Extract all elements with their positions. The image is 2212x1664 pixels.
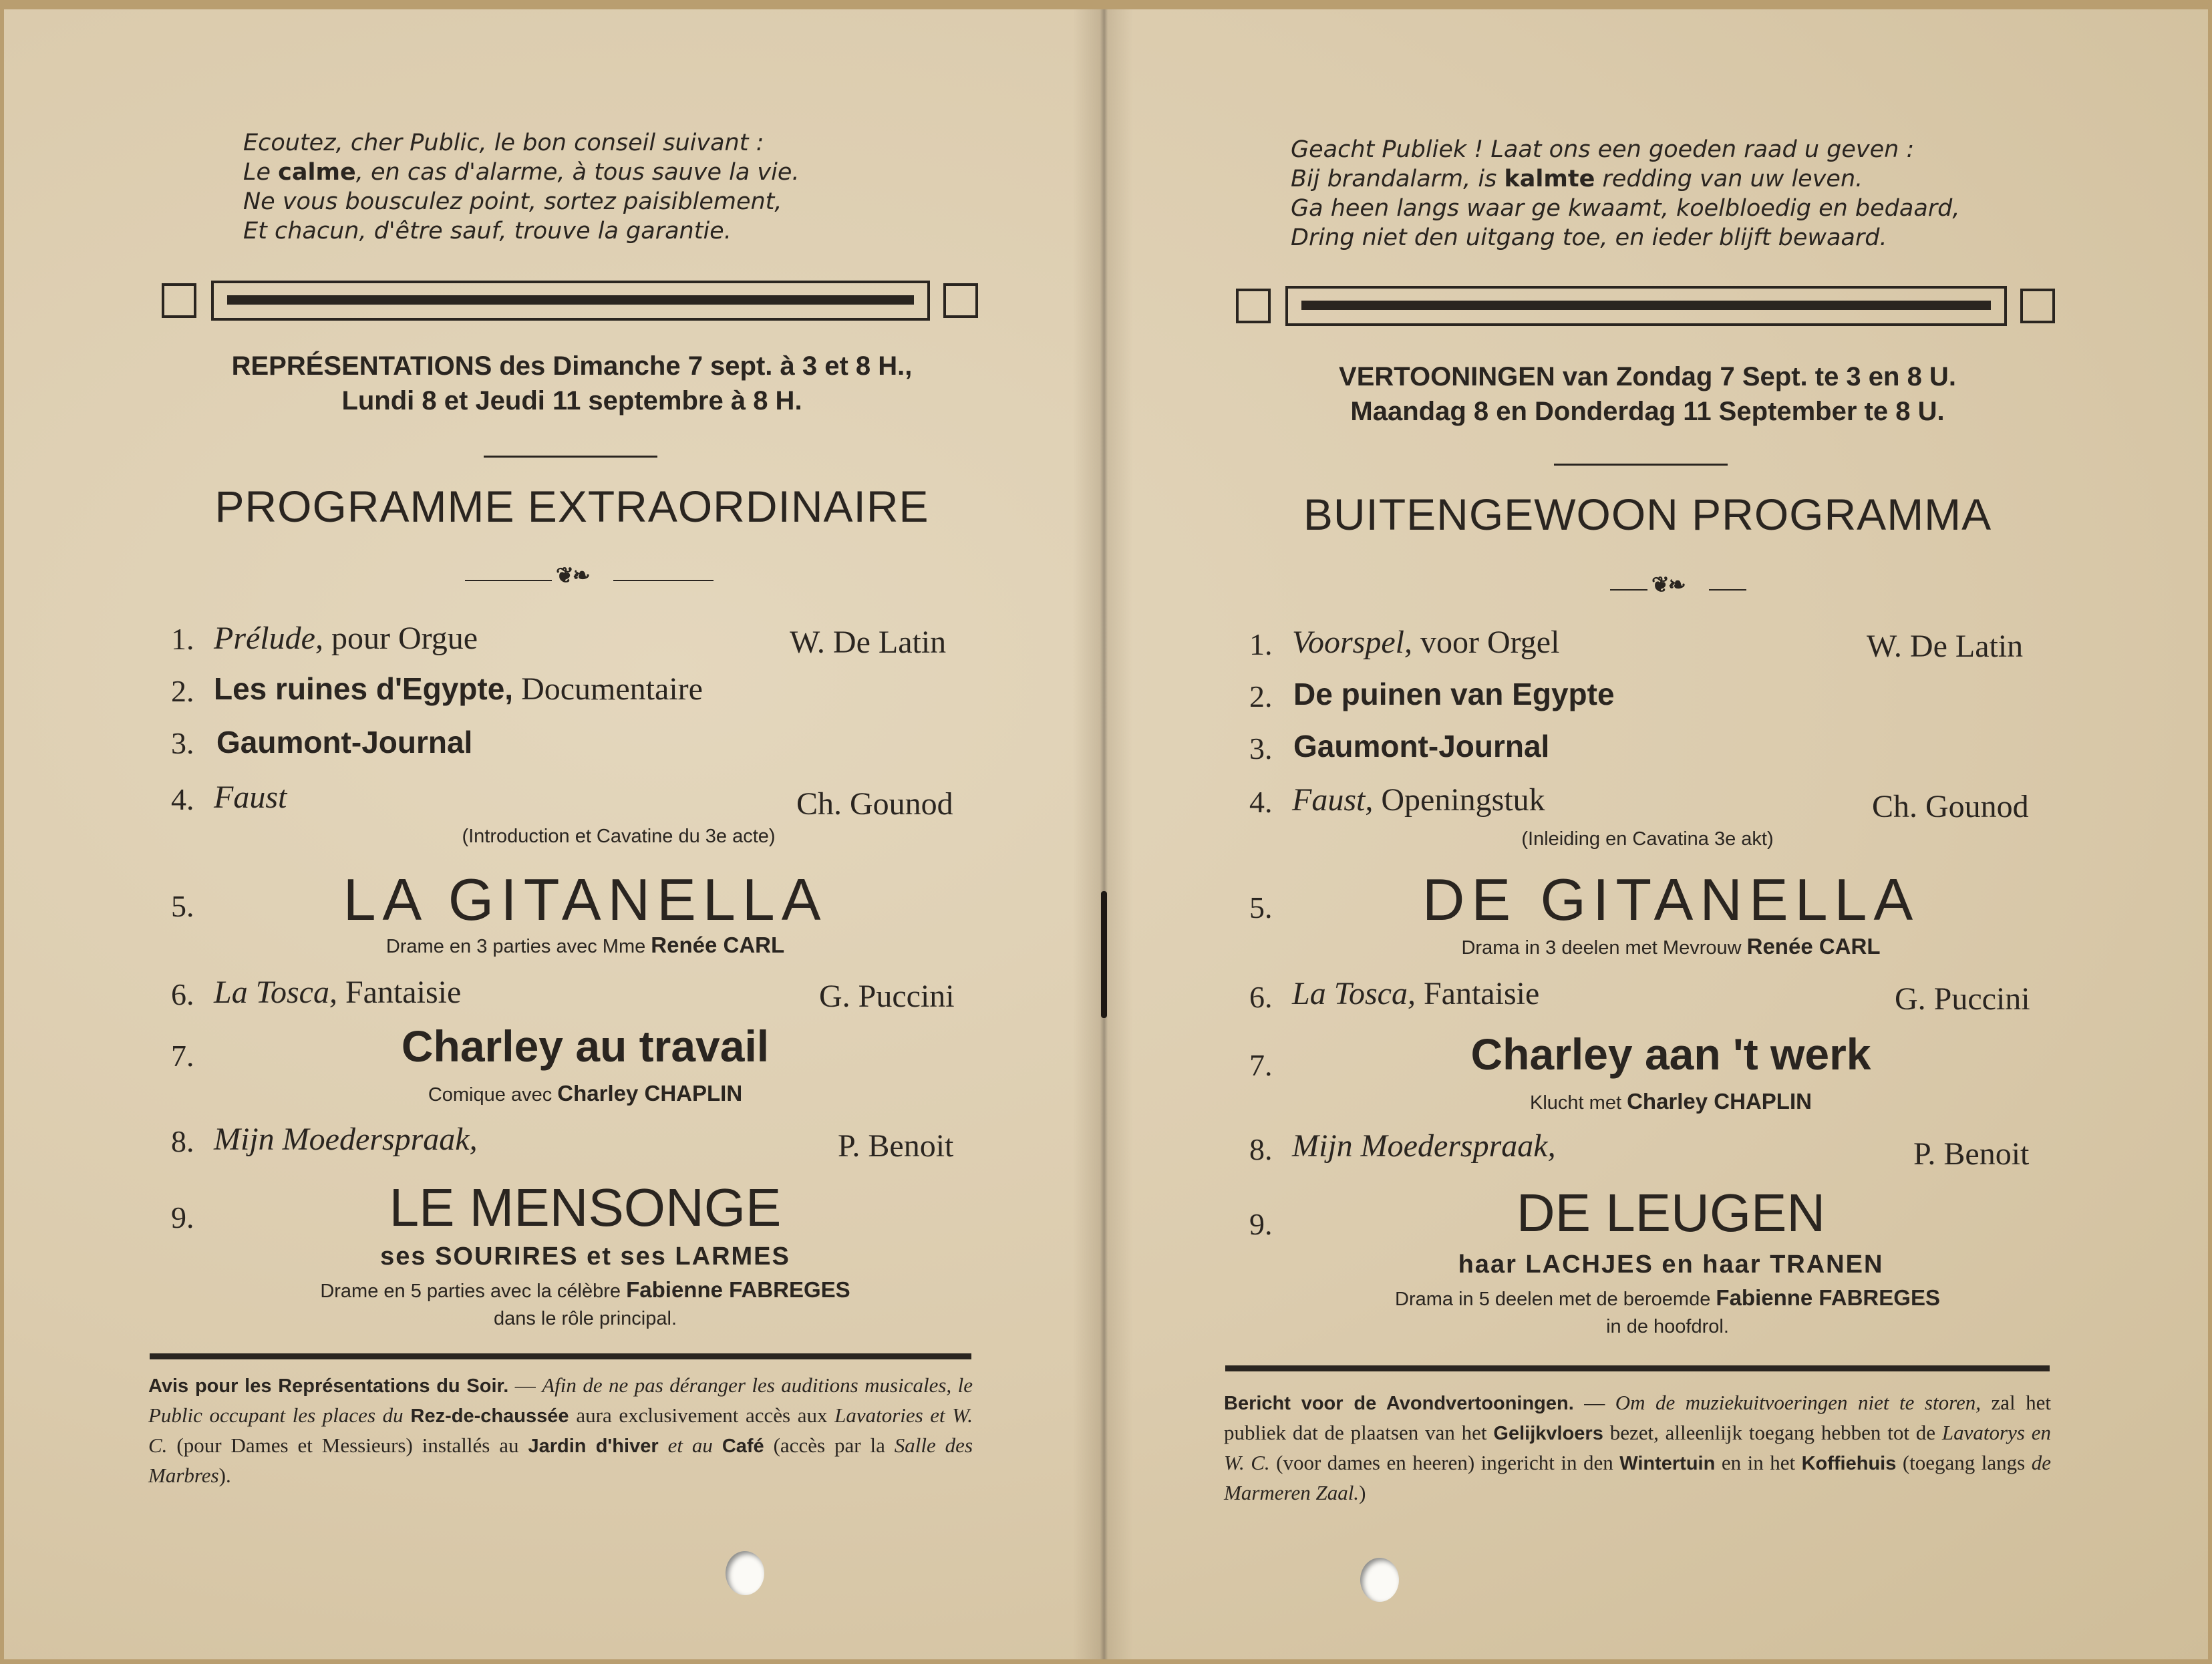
ornament-box-left <box>162 283 196 318</box>
ornament-box-right <box>943 283 978 318</box>
item-faust: Faust <box>214 780 287 815</box>
page-left-french <box>4 9 1100 1659</box>
poem-line-4: Dring niet den uitgang toe, en ieder blijft bewaard. <box>1291 224 1887 251</box>
item-la-tosca: La Tosca, Fantaisie <box>1292 976 1540 1011</box>
item-de-gitanella: DE GITANELLA <box>1422 866 1920 933</box>
composer-gounod: Ch. Gounod <box>1872 789 2029 824</box>
item-number: 1. <box>1249 627 1273 661</box>
program-booklet-spread <box>4 9 2208 1659</box>
ornament-line-right <box>1709 589 1746 591</box>
item-number: 7. <box>1249 1048 1273 1082</box>
poem-line-3: Ga heen langs waar ge kwaamt, koelbloedig en bedaard, <box>1291 195 1960 222</box>
ornament-bar <box>211 281 930 321</box>
notice-rule <box>150 1353 971 1359</box>
evening-notice: Bericht voor de Avondvertooningen. — Om de muziekuitvoeringen niet te storen, zal het publiek dat de plaatsen van het Gelijkvloers bezet, alleenlijk toegang hebben tot de Lavatorys en W. C. (voor dames en heeren) ingericht in den Wintertuin en in het Koffiehuis (toegang langs de Marmeren Zaal.) <box>1224 1391 2052 1504</box>
item-number: 8. <box>1249 1132 1273 1166</box>
page-right-dutch <box>1100 9 2208 1659</box>
dates-line-1: VERTOONINGEN van Zondag 7 Sept. te 3 en 8 U. <box>1339 362 1956 391</box>
mensonge-tagline: ses SOURIRES et ses LARMES <box>380 1242 790 1271</box>
mensonge-subtitle-2: dans le rôle principal. <box>493 1308 677 1329</box>
item-number: 9. <box>1249 1207 1273 1241</box>
program-title: PROGRAMME EXTRAORDINAIRE <box>214 482 929 531</box>
item-number: 5. <box>1249 890 1273 925</box>
performance-dates <box>131 349 1013 418</box>
safety-poem <box>243 128 800 246</box>
leugen-tagline: haar LACHJES en haar TRANEN <box>1458 1251 1884 1279</box>
item-number: 8. <box>171 1124 194 1158</box>
ornament-bar <box>1285 286 2007 326</box>
item-number: 7. <box>171 1039 194 1073</box>
dates-line-1: REPRÉSENTATIONS des Dimanche 7 sept. à 3 et 8 H., <box>231 351 913 381</box>
dates-line-2: Maandag 8 en Donderdag 11 September te 8 U. <box>1350 397 1945 426</box>
composer-benoit: P. Benoit <box>838 1128 954 1164</box>
item-moederspraak: Mijn Moederspraak, <box>214 1122 478 1157</box>
composer-de-latin: W. De Latin <box>1867 629 2024 664</box>
composer-gounod: Ch. Gounod <box>796 786 953 822</box>
ornament-line-left <box>465 580 552 581</box>
item-number: 6. <box>1249 980 1273 1014</box>
poem-line-1: Geacht Publiek ! Laat ons een goeden raad u geven : <box>1291 136 1915 163</box>
item-number: 2. <box>171 674 194 708</box>
composer-benoit: P. Benoit <box>1913 1136 2030 1172</box>
item-puinen-egypte: De puinen van Egypte <box>1293 677 1615 711</box>
item-moederspraak: Mijn Moederspraak, <box>1292 1128 1556 1164</box>
composer-puccini: G. Puccini <box>819 979 955 1014</box>
performance-dates <box>1207 359 2088 429</box>
item-number: 2. <box>1249 679 1273 713</box>
item-number: 1. <box>171 622 194 656</box>
gitanella-subtitle: Drama in 3 deelen met Mevrouw Renée CARL <box>1461 934 1881 959</box>
item-gaumont-journal: Gaumont-Journal <box>216 725 473 760</box>
poem-line-1: Ecoutez, cher Public, le bon conseil suivant : <box>243 130 764 156</box>
item-la-tosca: La Tosca, Fantaisie <box>214 975 462 1010</box>
item-gaumont-journal: Gaumont-Journal <box>1293 729 1550 764</box>
item-ruines-egypte: Les ruines d'Egypte, Documentaire <box>214 671 703 707</box>
ornament-box-left <box>1236 289 1271 323</box>
leugen-subtitle: Drama in 5 deelen met de beroemde Fabienne FABREGES <box>1395 1285 1940 1310</box>
ornament-line-left <box>1610 589 1647 591</box>
composer-de-latin: W. De Latin <box>790 625 947 660</box>
faust-subtitle: (Introduction et Cavatine du 3e acte) <box>462 826 776 847</box>
fleuron-ornament: ❦❧ <box>556 562 589 588</box>
leugen-subtitle-2: in de hoofdrol. <box>1606 1316 1729 1337</box>
safety-poem <box>1291 135 1960 253</box>
item-number: 5. <box>171 889 194 923</box>
fleuron-ornament: ❦❧ <box>1651 572 1685 597</box>
ornament-box-right <box>2020 289 2055 323</box>
mensonge-subtitle: Drame en 5 parties avec la célèbre Fabienne FABREGES <box>320 1277 850 1302</box>
item-number: 3. <box>171 726 194 760</box>
notice-rule <box>1225 1365 2050 1371</box>
punch-hole <box>726 1551 764 1595</box>
item-number: 3. <box>1249 731 1273 766</box>
item-number: 4. <box>1249 785 1273 819</box>
item-voorspel: Voorspel, voor Orgel <box>1292 625 1560 660</box>
charley-subtitle: Klucht met Charley CHAPLIN <box>1530 1089 1812 1114</box>
item-number: 4. <box>171 782 194 816</box>
item-prelude: Prélude, pour Orgue <box>214 621 478 656</box>
composer-puccini: G. Puccini <box>1895 981 2030 1017</box>
short-rule <box>484 456 657 458</box>
gitanella-subtitle: Drame en 3 parties avec Mme Renée CARL <box>385 933 785 957</box>
charley-subtitle: Comique avec Charley CHAPLIN <box>428 1081 743 1106</box>
item-faust: Faust, Openingstuk <box>1292 782 1545 818</box>
faust-subtitle: (Inleiding en Cavatina 3e akt) <box>1521 828 1774 850</box>
item-de-leugen: DE LEUGEN <box>1516 1183 1826 1242</box>
poem-line-2: Le calme, en cas d'alarme, à tous sauve la vie. <box>243 159 800 186</box>
poem-line-2: Bij brandalarm, is kalmte redding van uw leven. <box>1291 166 1863 192</box>
poem-line-4: Et chacun, d'être sauf, trouve la garantie. <box>243 218 732 244</box>
poem-line-3: Ne vous bousculez point, sortez paisiblement, <box>243 188 782 215</box>
item-charley-aan-t-werk: Charley aan 't werk <box>1470 1029 1871 1079</box>
dates-line-2: Lundi 8 et Jeudi 11 septembre à 8 H. <box>341 386 802 415</box>
item-le-mensonge: LE MENSONGE <box>389 1178 782 1237</box>
short-rule <box>1554 464 1728 466</box>
item-charley-au-travail: Charley au travail <box>401 1021 770 1071</box>
evening-notice: Avis pour les Représentations du Soir. — Afin de ne pas déranger les auditions musicales, le Public occupant les places du Rez-de-chaussée aura exclusivement accès aux Lavatories et W. C. (pour Dames et Messieurs) installés au Jardin d'hiver et au Café (accès par la Salle des Marbres). <box>148 1373 973 1487</box>
program-title: BUITENGEWOON PROGRAMMA <box>1303 490 1992 539</box>
item-number: 9. <box>171 1200 194 1234</box>
item-number: 6. <box>171 977 194 1011</box>
ornament-line-right <box>613 580 714 581</box>
punch-hole <box>1360 1558 1399 1602</box>
item-la-gitanella: LA GITANELLA <box>343 866 828 933</box>
